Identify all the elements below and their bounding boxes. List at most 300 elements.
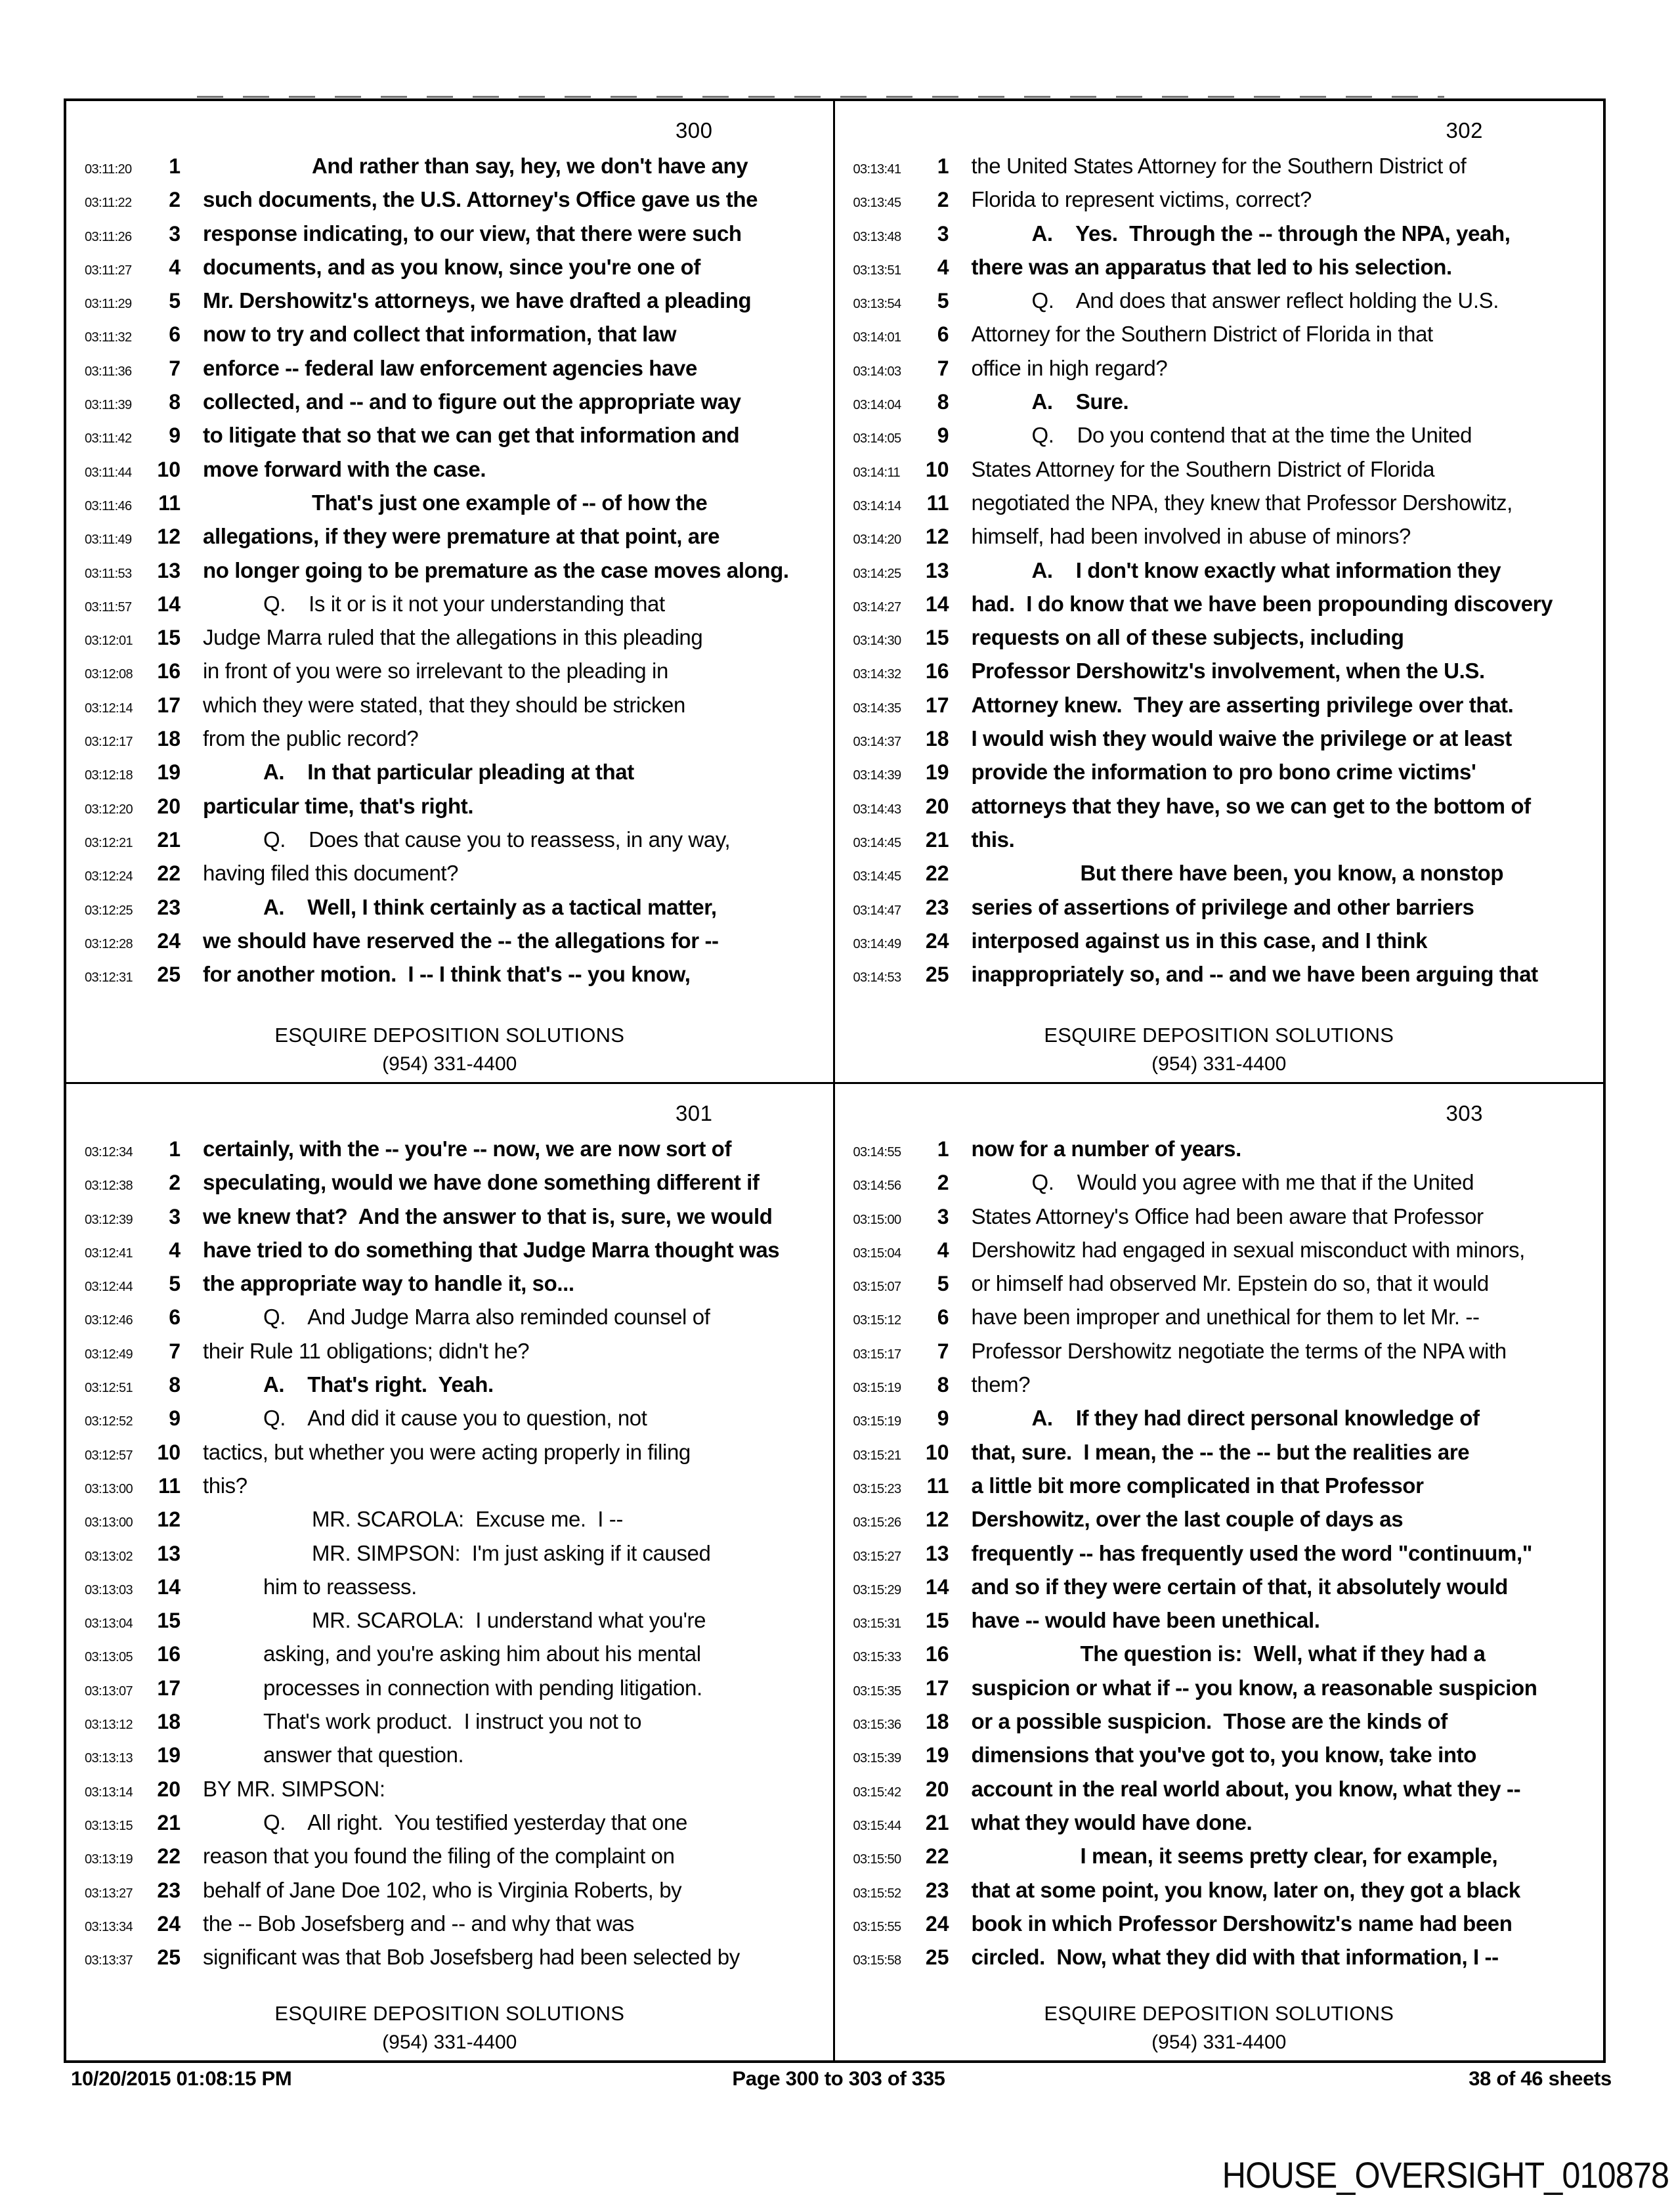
line-text: circled. Now, what they did with that information, I -- <box>971 1945 1499 1970</box>
timestamp: 03:13:34 <box>85 1919 133 1934</box>
transcript-line <box>853 1339 1599 1372</box>
line-number: 23 <box>157 1878 181 1902</box>
line-number: 14 <box>925 592 949 616</box>
line-number: 13 <box>157 558 181 582</box>
transcript-line <box>85 861 828 894</box>
line-number: 13 <box>925 1541 949 1565</box>
transcript-line <box>85 1440 828 1473</box>
line-text: book in which Professor Dershowitz's name had been <box>971 1911 1513 1936</box>
timestamp: 03:12:44 <box>85 1280 133 1295</box>
line-number: 7 <box>937 356 949 380</box>
line-number: 16 <box>157 659 181 683</box>
timestamp: 03:15:29 <box>853 1582 901 1597</box>
line-text: that, sure. I mean, the -- the -- but the realities are <box>971 1439 1470 1464</box>
transcript-line <box>853 928 1599 962</box>
line-number: 16 <box>925 659 949 683</box>
line-number: 4 <box>937 1238 949 1262</box>
timestamp: 03:12:20 <box>85 802 133 817</box>
line-number: 22 <box>157 1844 181 1869</box>
transcript-line <box>853 1541 1599 1574</box>
transcript-line <box>853 389 1599 423</box>
line-number: 15 <box>925 1609 949 1633</box>
line-text: to litigate that so that we can get that information and <box>203 423 740 448</box>
line-text: A. Yes. Through the -- through the NPA, yeah, <box>1031 221 1511 246</box>
line-number: 4 <box>169 255 181 279</box>
line-text: Q. All right. You testified yesterday that one <box>263 1810 687 1834</box>
reporter-footer <box>66 2002 833 2054</box>
line-number: 10 <box>157 457 181 481</box>
line-text: MR. SCAROLA: Excuse me. I -- <box>312 1507 623 1532</box>
transcript-line <box>85 187 828 221</box>
line-number: 10 <box>157 1440 181 1464</box>
timestamp: 03:11:49 <box>85 532 132 548</box>
transcript-line <box>853 356 1599 389</box>
line-text: Q. And Judge Marra also reminded counsel of <box>263 1305 710 1330</box>
page-quadrant-303 <box>835 1084 1604 2060</box>
vendor-name: ESQUIRE DEPOSITION SOLUTIONS <box>1044 1024 1394 1047</box>
transcript-line <box>853 1372 1599 1406</box>
timestamp: 03:11:22 <box>85 196 132 211</box>
line-number: 7 <box>937 1339 949 1363</box>
vendor-name: ESQUIRE DEPOSITION SOLUTIONS <box>274 1024 625 1047</box>
timestamp: 03:15:27 <box>853 1549 901 1564</box>
vendor-name: ESQUIRE DEPOSITION SOLUTIONS <box>1044 2002 1394 2025</box>
line-number: 8 <box>937 390 949 414</box>
line-text: Dershowitz had engaged in sexual misconduct with minors, <box>971 1237 1525 1262</box>
timestamp: 03:14:55 <box>853 1145 901 1160</box>
line-number: 7 <box>169 356 181 380</box>
sheet-footer <box>66 2067 1612 2093</box>
transcript-line <box>85 1709 828 1743</box>
line-number: 14 <box>925 1574 949 1599</box>
line-text: now for a number of years. <box>971 1137 1241 1161</box>
timestamp: 03:12:17 <box>85 735 133 750</box>
transcript-line <box>85 726 828 760</box>
transcript-line <box>853 1945 1599 1978</box>
transcript-line <box>85 659 828 692</box>
transcript-line <box>85 1676 828 1709</box>
timestamp: 03:13:05 <box>85 1650 133 1665</box>
transcript-sheet <box>64 98 1606 2063</box>
line-number: 17 <box>157 1676 181 1700</box>
transcript-line <box>853 423 1599 456</box>
transcript-line <box>85 1339 828 1372</box>
line-number: 15 <box>925 626 949 650</box>
line-number: 24 <box>925 928 949 953</box>
line-text: we should have reserved the -- the allegations for -- <box>203 928 719 953</box>
line-number: 24 <box>925 1911 949 1936</box>
timestamp: 03:15:07 <box>853 1280 901 1295</box>
line-text: tactics, but whether you were acting properly in filing <box>203 1439 691 1464</box>
transcript-line <box>85 1945 828 1978</box>
transcript-line <box>85 928 828 962</box>
transcript-line <box>85 1574 828 1608</box>
transcript-line <box>853 625 1599 659</box>
transcript-line <box>85 1507 828 1540</box>
line-number: 12 <box>925 525 949 549</box>
line-text: Mr. Dershowitz's attorneys, we have drafted a pleading <box>203 288 752 313</box>
timestamp: 03:13:27 <box>85 1886 133 1901</box>
line-text: response indicating, to our view, that there were such <box>203 221 742 246</box>
line-text: inappropriately so, and -- and we have been arguing that <box>971 962 1538 987</box>
transcript-line <box>85 1641 828 1675</box>
line-text: what they would have done. <box>971 1810 1253 1834</box>
line-text: That's just one example of -- of how the <box>312 490 708 515</box>
transcript-line <box>853 558 1599 592</box>
line-number: 25 <box>157 963 181 987</box>
line-text: speculating, would we have done something different if <box>203 1170 760 1195</box>
line-text: the appropriate way to handle it, so... <box>203 1271 574 1296</box>
line-number: 19 <box>157 760 181 785</box>
line-number: 1 <box>937 154 949 178</box>
line-number: 20 <box>925 1777 949 1801</box>
page-number: 303 <box>1446 1101 1483 1125</box>
transcript-line <box>85 1810 828 1844</box>
timestamp: 03:14:03 <box>853 364 901 379</box>
transcript-line <box>853 187 1599 221</box>
timestamp: 03:15:26 <box>853 1515 901 1530</box>
timestamp: 03:13:19 <box>85 1852 133 1867</box>
line-number: 22 <box>157 861 181 886</box>
timestamp: 03:14:05 <box>853 431 901 446</box>
timestamp: 03:15:52 <box>853 1886 901 1901</box>
timestamp: 03:15:21 <box>853 1448 901 1463</box>
timestamp: 03:12:18 <box>85 768 133 783</box>
line-number: 23 <box>925 1878 949 1902</box>
footer-page-range: Page 300 to 303 of 335 <box>732 2067 945 2090</box>
timestamp: 03:15:17 <box>853 1347 901 1362</box>
line-number: 12 <box>925 1507 949 1532</box>
transcript-line <box>853 794 1599 827</box>
line-number: 15 <box>157 626 181 650</box>
line-text: Judge Marra ruled that the allegations in this pleading <box>203 625 703 650</box>
line-text: significant was that Bob Josefsberg had been selected by <box>203 1945 740 1970</box>
line-text: Q. Is it or is it not your understanding that <box>263 591 665 616</box>
timestamp: 03:15:12 <box>853 1313 901 1328</box>
timestamp: 03:13:48 <box>853 229 901 244</box>
line-number: 1 <box>169 154 181 178</box>
timestamp: 03:15:36 <box>853 1718 901 1733</box>
line-text: The question is: Well, what if they had a <box>1080 1641 1486 1666</box>
timestamp: 03:14:25 <box>853 566 901 581</box>
transcript-line <box>85 1204 828 1238</box>
transcript-lines <box>853 154 1599 995</box>
line-text: Q. Do you contend that at the time the United <box>1031 423 1472 448</box>
line-text: Q. And does that answer reflect holding the U.S. <box>1031 288 1499 313</box>
line-text: no longer going to be premature as the case moves along. <box>203 557 789 582</box>
line-number: 20 <box>925 794 949 818</box>
timestamp: 03:12:57 <box>85 1448 133 1463</box>
line-number: 2 <box>937 1171 949 1195</box>
line-text: I mean, it seems pretty clear, for example, <box>1080 1844 1498 1869</box>
timestamp: 03:12:51 <box>85 1381 133 1396</box>
line-number: 11 <box>158 490 181 515</box>
transcript-line <box>85 1271 828 1305</box>
timestamp: 03:11:44 <box>85 465 132 480</box>
footer-sheet-count: 38 of 46 sheets <box>1469 2067 1612 2090</box>
line-number: 3 <box>169 1204 181 1228</box>
timestamp: 03:14:45 <box>853 869 901 884</box>
line-number: 11 <box>158 1473 181 1498</box>
line-text: office in high regard? <box>971 355 1168 380</box>
transcript-line <box>85 490 828 524</box>
timestamp: 03:13:00 <box>85 1481 133 1496</box>
line-text: and so if they were certain of that, it absolutely would <box>971 1574 1508 1599</box>
transcript-lines <box>85 1137 828 1978</box>
transcript-line <box>85 1238 828 1271</box>
line-text: Q. Does that cause you to reassess, in any way, <box>263 827 731 852</box>
line-text: have -- would have been unethical. <box>971 1608 1320 1633</box>
line-number: 8 <box>169 390 181 414</box>
transcript-lines <box>85 154 828 995</box>
timestamp: 03:13:15 <box>85 1818 133 1833</box>
line-number: 6 <box>169 1305 181 1330</box>
transcript-line <box>85 154 828 187</box>
page-number: 301 <box>675 1101 713 1125</box>
timestamp: 03:11:42 <box>85 431 132 446</box>
line-text: Attorney for the Southern District of Florida in that <box>971 322 1433 347</box>
transcript-line <box>85 1777 828 1810</box>
line-number: 14 <box>157 592 181 616</box>
line-text: States Attorney for the Southern District of Florida <box>971 456 1435 481</box>
line-text: him to reassess. <box>263 1574 417 1599</box>
timestamp: 03:12:24 <box>85 869 133 884</box>
transcript-line <box>853 1305 1599 1338</box>
line-text: Q. Would you agree with me that if the United <box>1031 1170 1474 1195</box>
transcript-line <box>853 962 1599 995</box>
timestamp: 03:15:50 <box>853 1852 901 1867</box>
timestamp: 03:15:04 <box>853 1246 901 1261</box>
line-text: series of assertions of privilege and other barriers <box>971 894 1474 919</box>
transcript-line <box>853 760 1599 793</box>
line-number: 6 <box>937 1305 949 1330</box>
timestamp: 03:11:32 <box>85 330 132 345</box>
transcript-line <box>853 524 1599 557</box>
line-number: 19 <box>925 1743 949 1767</box>
timestamp: 03:14:53 <box>853 970 901 986</box>
line-number: 19 <box>925 760 949 785</box>
transcript-line <box>85 423 828 456</box>
line-number: 13 <box>157 1541 181 1565</box>
transcript-line <box>853 1440 1599 1473</box>
transcript-line <box>85 1541 828 1574</box>
line-text: Dershowitz, over the last couple of days as <box>971 1507 1404 1532</box>
timestamp: 03:14:32 <box>853 667 901 682</box>
line-text: Attorney knew. They are asserting privilege over that. <box>971 692 1514 717</box>
footer-datetime: 10/20/2015 01:08:15 PM <box>71 2067 292 2090</box>
reporter-footer <box>835 2002 1604 2054</box>
line-text: Professor Dershowitz's involvement, when the U.S. <box>971 659 1485 683</box>
line-text: or himself had observed Mr. Epstein do so, that it would <box>971 1271 1489 1296</box>
line-text: certainly, with the -- you're -- now, we are now sort of <box>203 1137 732 1161</box>
line-text: enforce -- federal law enforcement agencies have <box>203 355 697 380</box>
line-text: asking, and you're asking him about his mental <box>263 1641 701 1666</box>
transcript-line <box>85 288 828 322</box>
timestamp: 03:12:46 <box>85 1313 133 1328</box>
transcript-line <box>853 490 1599 524</box>
timestamp: 03:12:08 <box>85 667 133 682</box>
timestamp: 03:14:39 <box>853 768 901 783</box>
timestamp: 03:14:01 <box>853 330 901 345</box>
line-number: 5 <box>937 289 949 313</box>
line-number: 5 <box>169 1272 181 1296</box>
line-number: 2 <box>937 188 949 212</box>
reporter-footer <box>66 1024 833 1075</box>
line-number: 21 <box>925 1810 949 1834</box>
transcript-line <box>853 726 1599 760</box>
line-text: the -- Bob Josefsberg and -- and why that was <box>203 1911 635 1936</box>
transcript-line <box>85 558 828 592</box>
transcript-line <box>85 389 828 423</box>
transcript-line <box>853 1641 1599 1675</box>
line-number: 21 <box>157 1810 181 1834</box>
transcript-line <box>853 1238 1599 1271</box>
transcript-line <box>85 1608 828 1641</box>
transcript-line <box>85 1137 828 1170</box>
transcript-line <box>85 1911 828 1945</box>
line-text: MR. SCAROLA: I understand what you're <box>312 1608 706 1633</box>
line-text: attorneys that they have, so we can get to the bottom of <box>971 793 1531 818</box>
line-number: 11 <box>926 1473 949 1498</box>
line-number: 9 <box>937 423 949 448</box>
transcript-line <box>853 1676 1599 1709</box>
transcript-line <box>853 1170 1599 1204</box>
timestamp: 03:14:56 <box>853 1179 901 1194</box>
timestamp: 03:15:19 <box>853 1381 901 1396</box>
line-text: himself, had been involved in abuse of minors? <box>971 524 1411 549</box>
transcript-line <box>85 1305 828 1338</box>
line-text: provide the information to pro bono crime victims' <box>971 760 1476 785</box>
line-number: 24 <box>157 1911 181 1936</box>
timestamp: 03:12:21 <box>85 835 133 850</box>
line-number: 3 <box>937 1204 949 1228</box>
transcript-line <box>85 625 828 659</box>
line-text: And rather than say, hey, we don't have any <box>312 154 748 178</box>
bates-stamp: HOUSE_OVERSIGHT_010878 <box>1222 2154 1669 2196</box>
timestamp: 03:11:26 <box>85 229 132 244</box>
timestamp: 03:13:07 <box>85 1683 133 1699</box>
line-number: 21 <box>157 827 181 852</box>
line-text: answer that question. <box>263 1743 464 1767</box>
line-text: we knew that? And the answer to that is, sure, we would <box>203 1204 773 1228</box>
transcript-line <box>85 1743 828 1776</box>
timestamp: 03:12:52 <box>85 1414 133 1429</box>
line-text: dimensions that you've got to, you know, take into <box>971 1743 1477 1767</box>
timestamp: 03:15:58 <box>853 1953 901 1968</box>
line-text: had. I do know that we have been propounding discovery <box>971 591 1553 616</box>
line-number: 6 <box>169 322 181 347</box>
vendor-name: ESQUIRE DEPOSITION SOLUTIONS <box>274 2002 625 2025</box>
timestamp: 03:12:41 <box>85 1246 133 1261</box>
line-number: 7 <box>169 1339 181 1363</box>
transcript-line <box>853 221 1599 255</box>
line-number: 8 <box>937 1373 949 1397</box>
line-number: 9 <box>169 423 181 448</box>
timestamp: 03:14:45 <box>853 835 901 850</box>
transcript-lines <box>853 1137 1599 1978</box>
line-number: 18 <box>157 1710 181 1734</box>
line-text: A. If they had direct personal knowledge of <box>1031 1406 1480 1431</box>
line-number: 4 <box>937 255 949 279</box>
transcript-line <box>853 1574 1599 1608</box>
line-text: such documents, the U.S. Attorney's Office gave us the <box>203 187 758 212</box>
page-quadrant-300 <box>66 101 835 1084</box>
line-text: A. In that particular pleading at that <box>263 760 634 785</box>
transcript-line <box>853 659 1599 692</box>
line-number: 13 <box>925 558 949 582</box>
vendor-phone: (954) 331-4400 <box>382 1053 517 1075</box>
timestamp: 03:15:19 <box>853 1414 901 1429</box>
line-text: Q. And did it cause you to question, not <box>263 1406 647 1431</box>
line-text: the United States Attorney for the Southern District of <box>971 154 1467 178</box>
reporter-footer <box>835 1024 1604 1075</box>
transcript-line <box>85 693 828 726</box>
timestamp: 03:13:41 <box>853 162 901 177</box>
line-number: 24 <box>157 928 181 953</box>
transcript-line <box>85 962 828 995</box>
line-text: But there have been, you know, a nonstop <box>1080 861 1504 886</box>
timestamp: 03:14:27 <box>853 599 901 615</box>
timestamp: 03:14:11 <box>853 465 901 480</box>
line-number: 16 <box>157 1642 181 1666</box>
transcript-line <box>853 592 1599 625</box>
line-number: 10 <box>925 457 949 481</box>
line-text: A. I don't know exactly what information they <box>1031 557 1501 582</box>
transcript-line <box>85 524 828 557</box>
transcript-line <box>85 1372 828 1406</box>
line-text: collected, and -- and to figure out the appropriate way <box>203 389 741 414</box>
line-number: 4 <box>169 1238 181 1262</box>
timestamp: 03:14:43 <box>853 802 901 817</box>
line-text: interposed against us in this case, and I think <box>971 928 1428 953</box>
line-number: 1 <box>937 1137 949 1161</box>
line-number: 12 <box>157 1507 181 1532</box>
line-number: 22 <box>925 1844 949 1869</box>
page-quadrant-302 <box>835 101 1604 1084</box>
line-number: 8 <box>169 1373 181 1397</box>
timestamp: 03:14:04 <box>853 398 901 413</box>
line-text: which they were stated, that they should be stricken <box>203 692 685 717</box>
transcript-line <box>85 827 828 861</box>
line-text: their Rule 11 obligations; didn't he? <box>203 1338 530 1363</box>
transcript-line <box>853 288 1599 322</box>
timestamp: 03:13:03 <box>85 1582 133 1597</box>
transcript-line <box>853 1878 1599 1911</box>
line-number: 2 <box>169 1171 181 1195</box>
line-text: BY MR. SIMPSON: <box>203 1776 385 1801</box>
page-number: 300 <box>675 118 713 142</box>
line-number: 17 <box>925 693 949 717</box>
timestamp: 03:11:27 <box>85 263 132 278</box>
line-number: 17 <box>925 1676 949 1700</box>
timestamp: 03:11:57 <box>85 599 132 615</box>
transcript-line <box>85 1473 828 1507</box>
line-text: that at some point, you know, later on, they got a black <box>971 1877 1520 1902</box>
line-number: 9 <box>169 1406 181 1431</box>
line-text: particular time, that's right. <box>203 793 474 818</box>
line-number: 23 <box>157 895 181 919</box>
transcript-line <box>853 861 1599 894</box>
timestamp: 03:12:25 <box>85 903 133 918</box>
timestamp: 03:12:49 <box>85 1347 133 1362</box>
transcript-line <box>853 895 1599 928</box>
transcript-line <box>85 457 828 490</box>
transcript-line <box>85 322 828 355</box>
timestamp: 03:12:31 <box>85 970 133 986</box>
line-text: A. That's right. Yeah. <box>263 1372 494 1397</box>
line-text: requests on all of these subjects, including <box>971 625 1404 650</box>
transcript-line <box>85 356 828 389</box>
